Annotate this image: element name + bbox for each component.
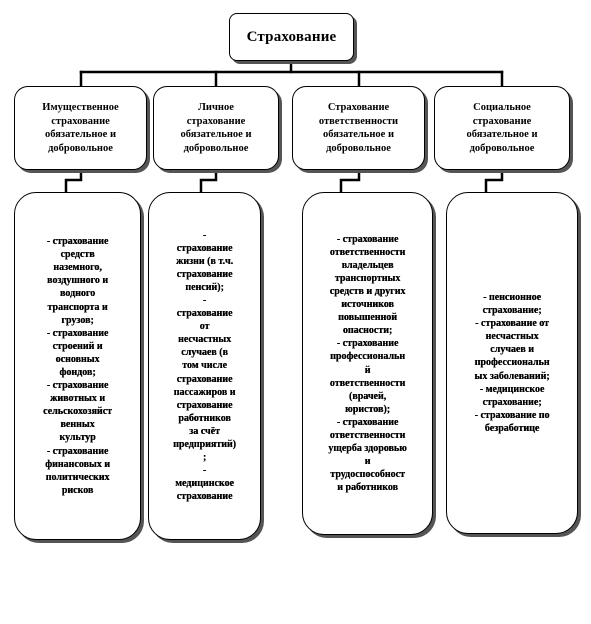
detail-line: трудоспособност [330,469,405,481]
details-social-insurance [446,192,578,534]
detail-line: венных [60,419,95,431]
detail-line: несчастных [177,334,232,346]
detail-line: пассажиров и [173,386,236,398]
detail-line: грузов; [61,314,94,326]
category-property-insurance [14,86,147,170]
detail-line: ущерба здоровью [328,443,407,455]
category-line: Страхование [327,102,390,113]
detail-line: - [202,465,207,477]
connector-elbow-2 [201,170,216,192]
category-line: Имущественное [42,102,119,113]
detail-line: страхование [176,399,233,411]
detail-line: ответственности [329,429,406,441]
category-line: добровольное [326,142,391,154]
category-line: обязательное и [322,129,394,140]
detail-line: - страхование по [474,409,550,421]
details-liability-insurance [302,192,433,535]
detail-line: фондов; [59,367,96,378]
detail-line: и работников [337,482,398,494]
detail-line: страхование [176,242,233,254]
category-line: страхование [186,115,246,127]
detail-line: - страхование [46,327,109,339]
category-liability-insurance [292,86,425,170]
detail-line: случаев (в [181,347,228,359]
detail-line: том числе [182,360,227,372]
detail-line: медицинское [175,478,234,490]
detail-line: рисков [61,484,94,496]
detail-line: профессиональн [474,357,550,369]
detail-line: страхование; [482,305,542,317]
category-line: страхование [472,115,532,127]
detail-line: средств [60,249,95,261]
detail-line: профессиональн [330,351,405,363]
category-line: добровольное [469,142,535,154]
connector-elbow-3 [341,170,359,192]
detail-line: и [364,456,371,468]
detail-line: (врачей, [348,390,387,402]
detail-line: случаев и [490,344,534,356]
root-node-insurance [229,13,354,61]
detail-line: сельскохозяйст [43,406,112,418]
detail-line: культур [59,432,96,444]
detail-line: ответственности [329,246,406,258]
detail-line: работников [178,412,231,424]
detail-line: владельцев [341,259,394,271]
detail-line: транспортных [334,272,401,284]
detail-line: - [202,294,207,306]
detail-line: й [364,364,371,376]
category-line: ответственности [318,115,399,127]
detail-line: жизни (в т.ч. [175,255,234,267]
detail-line: несчастных [485,331,539,343]
detail-line: - страхование [336,338,399,350]
detail-line: - страхование [46,236,109,248]
connector-elbow-1 [66,170,81,192]
details-property-insurance [14,192,141,540]
detail-line: водного [59,288,96,300]
detail-line: страхование; [482,396,542,408]
category-line: обязательное и [44,129,116,140]
detail-line: - страхование от [475,318,549,330]
detail-line: опасности; [342,325,393,337]
category-line: страхование [51,115,110,127]
detail-line: ответственности [329,377,406,389]
detail-line: - [202,229,207,241]
detail-line: ; [202,452,207,464]
detail-line: источников [341,299,394,311]
detail-line: финансовых и [45,458,110,470]
detail-line: юристов); [345,403,390,415]
detail-line: наземного, [53,262,102,274]
detail-line: - страхование [46,445,109,457]
detail-line: страхование [176,373,233,385]
category-line: Социальное [473,102,531,113]
detail-line: повышенной [338,312,397,324]
detail-line: средств и других [329,285,406,297]
detail-line: ых заболеваний; [474,370,550,382]
detail-line: за счёт [189,425,220,437]
detail-line: страхование [176,268,233,280]
detail-line: политических [45,471,110,483]
detail-line: - страхование [336,233,399,245]
detail-line: - пенсионное [483,291,541,303]
category-line: Личное [198,102,234,113]
detail-line: от [199,321,210,333]
detail-line: животных и [50,393,105,405]
category-personal-insurance [153,86,279,170]
category-line: добровольное [48,142,113,154]
details-personal-insurance [148,192,261,540]
detail-line: пенсий); [185,281,224,293]
root-title: Страхование [246,28,337,45]
detail-line: основных [55,353,100,365]
detail-line: воздушного и [47,275,108,287]
category-line: обязательное и [466,129,538,140]
detail-line: страхование [176,308,233,320]
detail-line: безработице [484,422,540,434]
detail-line: - страхование [46,380,109,392]
detail-line: строений и [52,340,103,352]
detail-line: - страхование [336,416,399,428]
detail-line: - медицинское [479,383,545,395]
connector-elbow-4 [486,170,502,192]
category-line: обязательное и [180,129,252,140]
category-line: добровольное [183,142,249,154]
detail-line: предприятий) [173,439,236,451]
category-social-insurance [434,86,570,170]
detail-line: страхование [176,491,233,503]
detail-line: транспорта и [47,301,108,313]
